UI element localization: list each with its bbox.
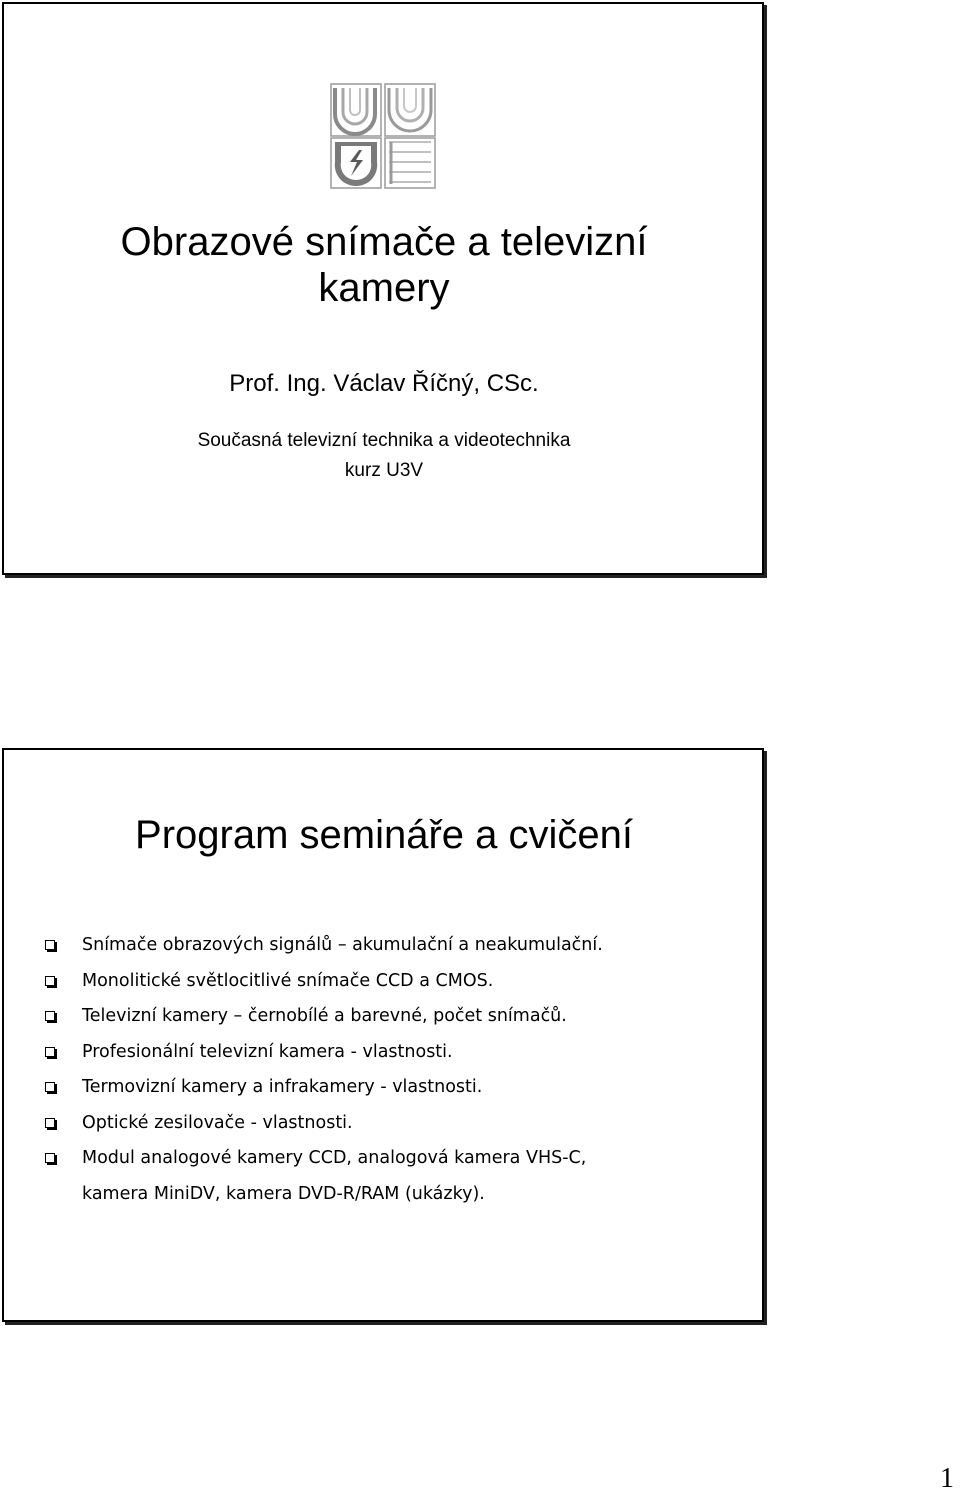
checkbox-bullet-icon: [45, 1082, 55, 1092]
list-item-text-continued: kamera MiniDV, kamera DVD-R/RAM (ukázky).: [82, 1183, 485, 1204]
presentation-title: [4, 219, 764, 311]
list-item-text: Monolitické světlocitlivé snímače CCD a CMOS.: [82, 970, 494, 991]
checkbox-bullet-icon: [45, 940, 55, 950]
slide-2: [2, 748, 764, 1322]
page-number: 1: [940, 1463, 954, 1494]
list-item-text: Modul analogové kamery CCD, analogová kamera VHS-C,: [82, 1148, 587, 1168]
title-line-1: Obrazové snímače a televizní: [120, 220, 648, 264]
course-line-1: Současná televizní technika a videotechnika: [197, 430, 571, 451]
list-item-text: Profesionální televizní kamera - vlastnosti.: [82, 1041, 453, 1062]
program-list: [42, 928, 603, 1212]
list-item: [42, 1070, 603, 1106]
list-item: [42, 1106, 603, 1142]
slide-title: Program semináře a cvičení: [135, 813, 633, 857]
checkbox-bullet-icon: [45, 976, 55, 986]
course-line-2: kurz U3V: [344, 460, 424, 481]
list-item-text: Televizní kamery – černobílé a barevné, počet snímačů.: [82, 1006, 567, 1026]
list-item: [42, 1035, 603, 1071]
list-item-text: Snímače obrazových signálů – akumulační a neakumulační.: [82, 935, 603, 955]
list-item: [42, 964, 603, 1000]
checkbox-bullet-icon: [45, 1011, 55, 1021]
checkbox-bullet-icon: [45, 1118, 55, 1128]
list-item: [42, 928, 603, 964]
slide-1: [2, 2, 764, 575]
list-item-text: Optické zesilovače - vlastnosti.: [82, 1112, 353, 1133]
list-item: [42, 1141, 603, 1212]
list-item: [42, 999, 603, 1035]
title-line-2: kamery: [318, 266, 450, 310]
checkbox-bullet-icon: [45, 1047, 55, 1057]
author-name: Prof. Ing. Václav Říčný, CSc.: [229, 370, 539, 397]
checkbox-bullet-icon: [45, 1153, 55, 1163]
university-shield-logo-icon: [329, 82, 437, 190]
list-item-text: Termovizní kamery a infrakamery - vlastnosti.: [82, 1077, 483, 1097]
course-info: [4, 426, 764, 486]
